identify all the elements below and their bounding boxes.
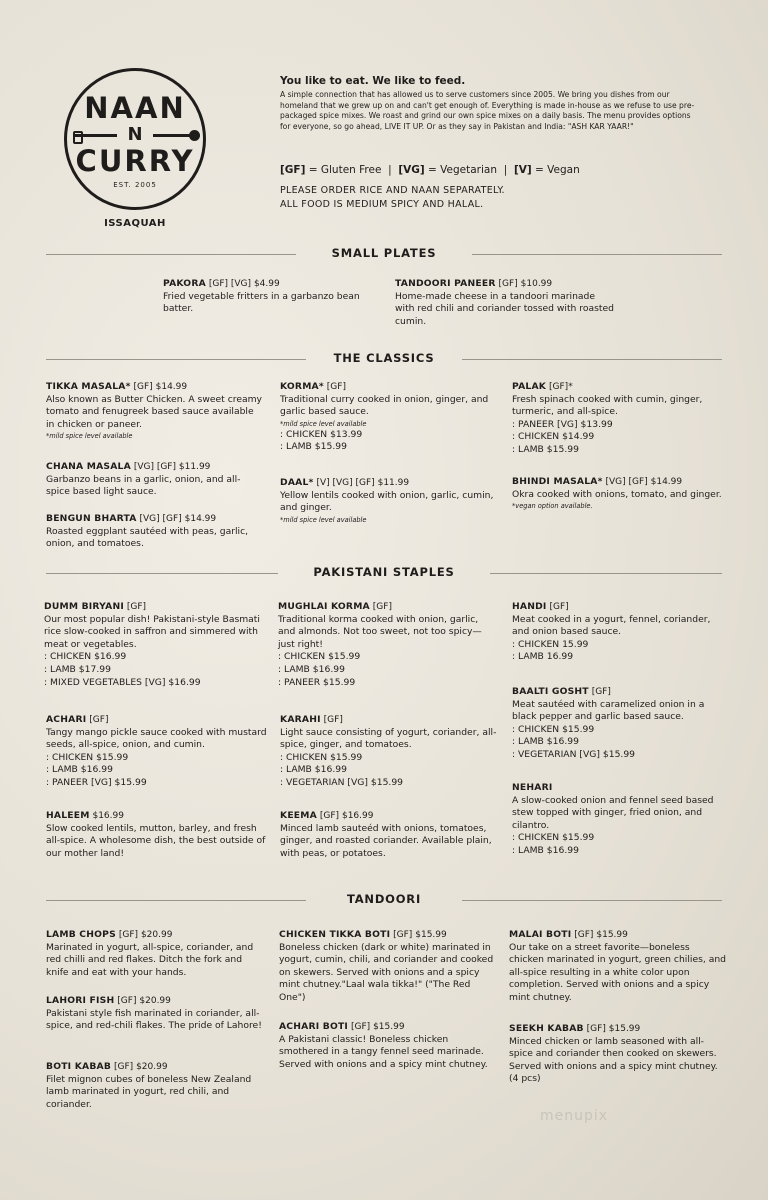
item-desc: Garbanzo beans in a garlic, onion, and all-spice based light sauce. <box>46 473 241 498</box>
item-tags: [GF] <box>574 930 594 940</box>
item-option: : LAMB $16.99 <box>512 736 579 748</box>
item-desc: Also known as Butter Chicken. A sweet creamy tomato and fenugreek based sauce available in chicken or paneer. <box>46 393 262 430</box>
item-option: : VEGETARIAN [VG] $15.99 <box>280 776 404 788</box>
item-desc: Meat cooked in a yogurt, fennel, coriander, and onion based sauce. <box>512 613 711 638</box>
item-name: KORMA* <box>280 381 324 392</box>
menu-item-baalti-gosht <box>512 686 728 762</box>
item-option: : CHICKEN $16.99 <box>44 651 127 663</box>
menu-item-karahi <box>280 714 498 790</box>
legend-vg-label: = Vegetarian <box>428 164 498 176</box>
item-desc: Traditional korma cooked with onion, garlic, and almonds. Not too sweet, not too spicy—just right! <box>278 613 482 650</box>
item-option: : PANEER [VG] $13.99 <box>512 418 613 430</box>
logo-line-2: N <box>127 124 143 145</box>
menu-item-bengun-bharta <box>46 513 264 551</box>
item-tags: [GF] <box>549 602 569 612</box>
item-price: $14.99 <box>155 382 188 392</box>
menu-item-tandoori-paneer <box>395 278 615 328</box>
order-notice <box>280 184 505 212</box>
item-tags: [GF] <box>350 1022 371 1032</box>
item-price: $16.99 <box>92 811 124 821</box>
item-desc: Okra cooked with onions, tomato, and ginger. <box>512 488 722 500</box>
item-desc: Fresh spinach cooked with cumin, ginger, turmeric, and all-spice. <box>512 393 703 418</box>
item-price: $15.99 <box>373 1022 405 1032</box>
item-price: $14.99 <box>184 514 217 524</box>
item-price: $15.99 <box>596 930 628 940</box>
item-name: BHINDI MASALA* <box>512 476 603 487</box>
menu-item-malai-boti <box>509 929 727 1005</box>
section-title: PAKISTANI STAPLES <box>313 565 455 579</box>
menu-item-tikka-masala <box>46 381 264 441</box>
item-desc: Marinated in yogurt, all-spice, coriander, and red chilli and red flakes. Ditch the fork and knife and eat with your hands. <box>46 941 254 978</box>
section-small-plates <box>46 246 722 262</box>
item-desc: Our take on a street favorite—boneless chicken marinated in yogurt, green chilies, and all-spice resulting in a white color upon completion. Served with onions and a spicy mint chutney. <box>509 941 727 1003</box>
item-name: DUMM BIRYANI <box>44 601 124 612</box>
item-option: : PANEER $15.99 <box>278 676 356 688</box>
item-desc: Pakistani style fish marinated in coriander, all-spice, and red-chili flakes. The pride of Lahore! <box>46 1007 262 1032</box>
item-option: : CHICKEN $13.99 <box>280 428 363 440</box>
item-price: $15.99 <box>608 1024 641 1034</box>
item-tags: [GF]* <box>549 382 573 392</box>
spoon-icon <box>153 134 195 137</box>
item-option: : PANEER [VG] $15.99 <box>46 776 147 788</box>
item-desc: Minced chicken or lamb seasoned with all-spice and coriander then cooked on skewers. Served with onions and a spicy mint chutney. (4 pcs) <box>509 1035 718 1085</box>
menu-item-boti-kabab <box>46 1061 266 1111</box>
notice-line-2: ALL FOOD IS MEDIUM SPICY AND HALAL. <box>280 199 484 210</box>
intro-headline: You like to eat. We like to feed. <box>280 75 466 87</box>
dietary-legend <box>280 164 580 176</box>
item-desc: Roasted eggplant sautéed with peas, garlic, onion, and tomatoes. <box>46 525 249 550</box>
item-option: : MIXED VEGETABLES [VG] $16.99 <box>44 676 201 688</box>
item-name: TIKKA MASALA* <box>46 381 131 392</box>
item-desc: Minced lamb sauteéd with onions, tomatoes, ginger, and roasted coriander. Available plain, with peas, or potatoes. <box>280 822 492 859</box>
menu-item-lamb-chops <box>46 929 266 979</box>
item-note: *mild spice level available <box>280 515 367 524</box>
menu-item-korma <box>280 381 495 454</box>
item-tags: [GF] <box>393 930 413 940</box>
menu-item-chana-masala <box>46 461 264 499</box>
item-note: *mild spice level available <box>280 419 367 428</box>
menu-item-achari <box>46 714 268 790</box>
menu-item-lahori-fish <box>46 995 266 1033</box>
item-name: SEEKH KABAB <box>509 1023 584 1034</box>
item-name: MALAI BOTI <box>509 929 572 940</box>
item-tags: [GF] <box>591 687 611 697</box>
logo-est: EST. 2005 <box>113 181 157 189</box>
item-option: : VEGETARIAN [VG] $15.99 <box>512 748 636 760</box>
menu-item-chicken-tikka-boti <box>279 929 497 1005</box>
watermark: menupix <box>540 1108 609 1124</box>
item-price: $16.99 <box>341 811 374 821</box>
item-option: : CHICKEN $14.99 <box>512 431 595 443</box>
item-tags: [GF] <box>126 602 147 612</box>
logo-line-1: NAAN <box>84 91 186 125</box>
item-desc: Traditional curry cooked in onion, ginger, and garlic based sauce. <box>280 393 489 418</box>
item-price: $14.99 <box>650 477 683 487</box>
legend-gf-label: = Gluten Free <box>308 164 382 176</box>
section-title: SMALL PLATES <box>331 246 437 260</box>
item-name: KARAHI <box>280 714 321 725</box>
item-name: KEEMA <box>280 810 317 821</box>
section-tandoori <box>46 892 722 908</box>
item-name: NEHARI <box>512 782 553 793</box>
item-desc: Slow cooked lentils, mutton, barley, and fresh all-spice. A wholesome dish, the best outside of our mother land! <box>46 822 266 859</box>
item-option: : LAMB $15.99 <box>512 443 579 455</box>
item-option: : LAMB $16.99 <box>46 764 113 776</box>
legend-separator: | <box>388 164 392 176</box>
item-desc: Fried vegetable fritters in a garbanzo bean batter. <box>163 290 360 315</box>
menu-item-keema <box>280 810 498 860</box>
item-desc: A Pakistani classic! Boneless chicken smothered in a tangy fennel seed marinade. Served with onions and a spicy mint chutney. <box>279 1033 488 1070</box>
item-option: : LAMB $15.99 <box>280 441 347 453</box>
logo <box>64 68 206 210</box>
item-tags: [GF] <box>118 930 139 940</box>
item-price: $11.99 <box>377 478 410 488</box>
menu-item-achari-boti <box>279 1021 497 1071</box>
notice-line-1: PLEASE ORDER RICE AND NAAN SEPARATELY. <box>280 185 505 196</box>
item-tags: [GF] <box>498 279 518 289</box>
item-tags: [VG] [GF] <box>133 462 176 472</box>
menu-item-haleem <box>46 810 268 860</box>
item-name: BAALTI GOSHT <box>512 686 589 697</box>
item-option: : CHICKEN $15.99 <box>46 751 129 763</box>
item-tags: [GF] <box>323 715 343 725</box>
item-tags: [VG] [GF] <box>139 514 182 524</box>
item-desc: Home-made cheese in a tandoori marinade with red chili and coriander tossed with roasted cumin. <box>395 290 615 327</box>
section-pakistani-staples <box>46 565 722 581</box>
item-name: ACHARI <box>46 714 87 725</box>
item-desc: Filet mignon cubes of boneless New Zealand lamb marinated in yogurt, red chili, and coriander. <box>46 1073 252 1110</box>
item-desc: A slow-cooked onion and fennel seed based stew topped with ginger, fried onion, and cilantro. <box>512 794 714 831</box>
item-tags: [GF] <box>372 602 392 612</box>
menu-item-mughlai-korma <box>278 601 496 689</box>
item-name: HALEEM <box>46 810 90 821</box>
intro <box>280 75 700 132</box>
location-label: ISSAQUAH <box>104 218 166 229</box>
menu-item-dumm-biryani <box>44 601 266 689</box>
item-name: BENGUN BHARTA <box>46 513 137 524</box>
item-option: : LAMB $16.99 <box>280 764 347 776</box>
item-name: TANDOORI PANEER <box>395 278 496 289</box>
legend-v-label: = Vegan <box>535 164 580 176</box>
item-name: PALAK <box>512 381 547 392</box>
menu-item-handi <box>512 601 728 664</box>
item-tags: [GF] <box>89 715 109 725</box>
item-price: $11.99 <box>178 462 211 472</box>
section-classics <box>46 351 722 367</box>
item-tags: [GF] [VG] <box>208 279 252 289</box>
item-price: $10.99 <box>520 279 553 289</box>
item-option: : LAMB $16.99 <box>278 663 345 675</box>
menu-item-palak <box>512 381 727 457</box>
item-option: : LAMB 16.99 <box>512 651 574 663</box>
item-option: : CHICKEN $15.99 <box>512 723 595 735</box>
item-option: : LAMB $17.99 <box>44 663 111 675</box>
section-title: TANDOORI <box>346 892 422 906</box>
item-tags: [GF] <box>117 996 137 1006</box>
legend-v-tag: [V] <box>513 164 532 176</box>
item-desc: Tangy mango pickle sauce cooked with mustard seeds, all-spice, onion, and cumin. <box>46 726 267 751</box>
menu-item-pakora <box>163 278 383 316</box>
item-tags: [GF] <box>586 1024 606 1034</box>
item-name: BOTI KABAB <box>46 1061 112 1072</box>
item-name: LAHORI FISH <box>46 995 115 1006</box>
legend-gf-tag: [GF] <box>280 164 306 176</box>
item-name: MUGHLAI KORMA <box>278 601 370 612</box>
legend-vg-tag: [VG] <box>398 164 425 176</box>
item-name: CHANA MASALA <box>46 461 131 472</box>
item-tags: [V] [VG] [GF] <box>316 478 375 488</box>
item-option: : CHICKEN $15.99 <box>280 751 363 763</box>
item-price: $20.99 <box>136 1062 168 1072</box>
item-name: LAMB CHOPS <box>46 929 116 940</box>
item-desc: Yellow lentils cooked with onion, garlic, cumin, and ginger. <box>280 489 494 514</box>
item-tags: [VG] [GF] <box>605 477 648 487</box>
item-tags: [GF] <box>133 382 153 392</box>
logo-line-3: CURRY <box>75 144 195 178</box>
item-note: *vegan option available. <box>512 502 593 511</box>
item-price: $15.99 <box>415 930 447 940</box>
menu-item-bhindi-masala <box>512 476 727 511</box>
item-note: *mild spice level available <box>46 432 133 441</box>
item-tags: [GF] <box>319 811 340 821</box>
item-tags: [GF] <box>113 1062 134 1072</box>
item-name: HANDI <box>512 601 547 612</box>
menu-item-daal <box>280 477 495 525</box>
intro-body: A simple connection that has allowed us to serve customers since 2005. We bring you dishes from our homeland that we grew up on and can't get enough of. Everything is made in-house as we refuse to use pre-packaged spice mixes. We roast and grind our own spice mixes on a daily basis. The menu provides options for everyone, so go ahead, LIVE IT UP. Or as they say in Pakistan and India: "ASH KAR YAAR!" <box>280 90 695 131</box>
item-name: ACHARI BOTI <box>279 1021 349 1032</box>
menu-item-nehari <box>512 782 728 858</box>
item-option: : CHICKEN $15.99 <box>278 651 361 663</box>
item-price: $20.99 <box>139 996 171 1006</box>
item-price: $20.99 <box>140 930 173 940</box>
item-option: : CHICKEN $15.99 <box>512 832 595 844</box>
item-name: DAAL* <box>280 477 314 488</box>
section-title: THE CLASSICS <box>333 351 435 365</box>
item-desc: Our most popular dish! Pakistani-style Basmati rice slow-cooked in saffron and simmered with meat or vegetables. <box>44 613 260 650</box>
item-desc: Meat sautéed with caramelized onion in a black pepper and garlic based sauce. <box>512 698 705 723</box>
item-option: : LAMB $16.99 <box>512 844 579 856</box>
item-name: CHICKEN TIKKA BOTI <box>279 929 391 940</box>
item-tags: [GF] <box>326 382 346 392</box>
item-desc: Light sauce consisting of yogurt, coriander, all-spice, ginger, and tomatoes. <box>280 726 497 751</box>
legend-separator: | <box>503 164 508 176</box>
item-option: : CHICKEN 15.99 <box>512 638 589 650</box>
menu-item-seekh-kabab <box>509 1023 727 1086</box>
item-price: $4.99 <box>253 279 280 289</box>
item-name: PAKORA <box>163 278 206 289</box>
item-desc: Boneless chicken (dark or white) marinated in yogurt, cumin, chili, and coriander and cooked on skewers. Served with onions and a spicy mint chutney."Laal wala tikka!" ("The Red One") <box>279 941 494 1003</box>
